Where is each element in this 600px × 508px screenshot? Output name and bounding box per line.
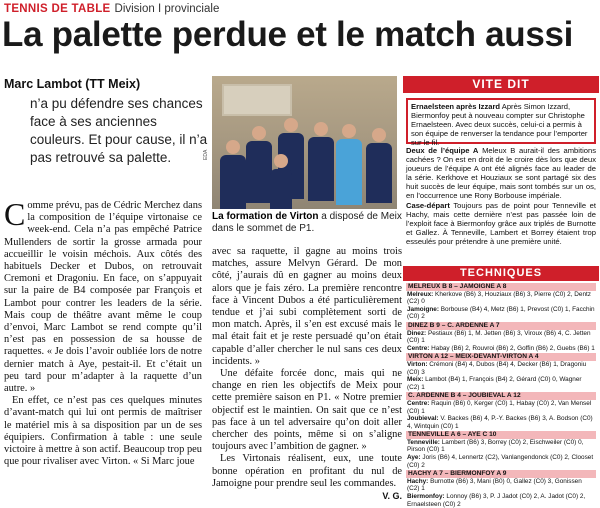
article-column-2: [212, 246, 402, 502]
vite-dit-header: VITE DIT: [403, 76, 599, 93]
match-block: [406, 353, 596, 391]
team-line: Centre: Habay (B6) 2, Rouvroi (B6) 2, Goffin (B6) 2, Guebs (B6) 1: [407, 344, 595, 352]
photo-person: [246, 126, 272, 203]
photo-person: [270, 154, 292, 209]
vite-dit-text-2: Meleux B aurait-il des ambitions cachées ? On est en droit de le croire dès lors que deux joueurs de l’équipe A ont été alignés face au leader de la série. Kerkhove et Houziaux se sont partagé six des huit succès de leur équipe, mais sont tombés sur un os, en l’occurrence une Rony Borbouse impériale.: [406, 146, 596, 201]
photo-person: [336, 124, 362, 205]
photo-credit: EDA: [203, 149, 209, 160]
vite-dit-text-3: Toujours pas de point pour Tenneville et Hachy, mais cette dernière n’est pas passée loin de l’exploit face à Biermonfoy grâce aux triplés de Burnotte et Gallez. À Tenneville, Lambert et Borrey étaient trop esseulés pour prétendre à une première unité.: [406, 200, 596, 246]
match-result: TENNEVILLE A 6 – AYE C 10: [406, 431, 596, 439]
match-result: DINEZ B 9 – C. ARDENNE A 7: [406, 322, 596, 330]
signature: V. G.: [382, 491, 402, 502]
col1-paragraph-2: En effet, ce n’est pas ces quelques minutes d’avant-match qui lui ont permis de maîtriser le matériel mis à sa disposition par un de ses équipiers. Confirmation à table : une seule victoire à mettre à son actif. Beaucoup trop peu que pour rivaliser avec Virton. « Si Marc joue: [4, 395, 202, 468]
vite-dit-items: [406, 146, 596, 246]
team-line: Virton: Crémoni (B4) 4, Dubos (B4) 4, Decker (B6) 1, Dragoniu (C0) 3: [407, 360, 587, 376]
team-line: Jamoigne: Borbouse (B4) 4, Metz (B6) 1, Prevost (C0) 1, Facchin (C0) 2: [407, 305, 595, 321]
match-block: [406, 470, 596, 508]
article-column-1: [4, 196, 202, 468]
match-result: HACHY A 7 – BIERMONFOY A 9: [406, 470, 596, 478]
team-line: Meix: Lambot (B4) 1, François (B4) 2, Gérard (C0) 0, Wagner (C2) 1: [407, 376, 582, 391]
match-result: MELREUX B 8 – JAMOIGNE A 8: [406, 283, 596, 291]
techniques-header: TECHNIQUES: [403, 266, 599, 281]
col2-paragraph-1: avec sa raquette, il gagne au moins trois matches, assure Melvyn Gérard. De mon côté, j’aurais dû en gagner au moins deux alors que je fais zéro. La première rencontre face à Vincent Dubos a été particulièrement tendue et j’ai subi complètement sorti de mon match. Après, il s’en est excusé mais le mal était fait et je reste persuadé qu’on était capable d’aller chercher le nul sans ces deux incidents. »: [212, 246, 402, 367]
match-block: [406, 322, 596, 352]
team-line: Aye: Joris (B6) 4, Lennertz (C2), Vanlangendonck (C0) 2, Clooset (C0) 2: [407, 454, 594, 469]
caption-strong: La formation de Virton: [212, 211, 319, 222]
col2-paragraph-2: Une défaite forcée donc, mais qui ne change en rien les objectifs de Meix pour cette première saison en P1. « Notre premier objectif est le maintien. On sait que ce n’est pas face à un tel adversaire qu’on doit aller chercher des points, même si on s’aligne toujours avec l’ambition de gagner. »: [212, 368, 402, 453]
match-block: [406, 431, 596, 469]
author-byline: Marc Lambot (TT Meix): [4, 77, 141, 91]
col2-paragraph-3: Les Virtonais réalisent, eux, une toute bonne opération en profitant du nul de Jamoigne pour prendre seul les commandes.: [212, 453, 402, 489]
col1-paragraph-1: omme prévu, pas de Cédric Merchez dans la composition de l’équipe virtonaise ce week-end. Cela n’a pas empêché Patrice Mullenders de sortir la grosse armada pour accueillir le voisin méchois. Aux côtés des habituels Decker et Dubos, on retrouvait Cremoni et Dragoniu. En face, on s’appuyait sur la paire de B4 composée par François et Lambot pour contrer les leaders de la série. Mais coup de théâtre avant même le coup d’envoi, Marc Lambot se rend compte qu’il n’est pas en possession de sa housse de raquettes. « Je dois l’avoir oubliée lors de notre dernier match à Aye, pestait-il. Et c’était un peu tard pour m’adapter à la raquette d’un autre. »: [4, 200, 202, 395]
match-result: VIRTON A 12 – MEIX-DEVANT-VIRTON A 4: [406, 353, 596, 361]
photo-person: [220, 140, 246, 209]
team-line: Tenneville: Lambert (B6) 3, Borrey (C0) 2, Eischweiler (C0) 0, Pirson (C0) 1: [407, 438, 584, 454]
photo-caption: [212, 211, 402, 235]
team-line: Dinez: Pestiaux (B6) 1, M. Jetten (B6) 3, Viroux (B6) 4, C. Jetten (C0) 1: [407, 329, 591, 345]
match-block: [406, 392, 596, 430]
headline: La palette perdue et le match aussi: [2, 15, 574, 54]
caption-rest: a disposé de Meix dans le sommet de P1.: [212, 211, 402, 234]
team-photo: [212, 76, 397, 209]
drop-cap: C: [4, 196, 26, 232]
vite-dit-boxed-text: Après Simon Izzard, Biermonfoy peut à nouveau compter sur Christophe Ernaelsteen. Avec deux succès, celui-ci a permis à son équipe de renverser la tendance pour l’emporter sur le fil.: [411, 102, 588, 147]
team-line: Centre: Raquin (B6) 0, Kerger (C0) 1, Habay (C0) 2, Van Mensel (C0) 1: [407, 399, 592, 415]
techniques-list: [406, 282, 596, 508]
vite-dit-boxed-item: [406, 98, 596, 147]
photo-person: [366, 128, 392, 203]
rubric-section: TENNIS DE TABLE: [4, 3, 111, 15]
vite-dit-boxed-title: Ernaelsteen après Izzard: [411, 102, 501, 111]
rubric-division: Division I provinciale: [114, 3, 220, 15]
team-line: Joubieval: V. Backes (B6) 4, P.-Y. Backes (B6) 3, A. Bodson (C0) 4, Wintquin (C0) 1: [407, 415, 593, 430]
vite-dit-title-3: Case-départ: [406, 200, 450, 210]
photo-person: [308, 122, 334, 201]
match-block: [406, 283, 596, 321]
team-line: Biermonfoy: Lonnoy (B6) 3, P. J Jadot (C0) 2, A. Jadot (C0) 2, Ernaelsteen (C0) 2: [407, 493, 586, 508]
lead-paragraph: n’a pu défendre ses chances face à ses anciennes couleurs. Et pour cause, il n’a pas retrouvé sa palette.: [30, 96, 208, 165]
match-result: C. ARDENNE B 4 – JOUBIEVAL A 12: [406, 392, 596, 400]
rubric: [4, 2, 219, 16]
vite-dit-title-2: Deux de l’équipe A: [406, 146, 479, 155]
photo-window: [222, 84, 292, 116]
sidebar: [403, 76, 599, 508]
team-line: Melreux: Kherkove (B6) 3, Houziaux (B6) 3, Pierre (C0) 2, Dentz (C2) 0: [407, 290, 591, 306]
team-line: Hachy: Burnotte (B6) 3, Mani (B0) 0, Gallez (C0) 3, Gonissen (C2) 1: [407, 477, 582, 493]
